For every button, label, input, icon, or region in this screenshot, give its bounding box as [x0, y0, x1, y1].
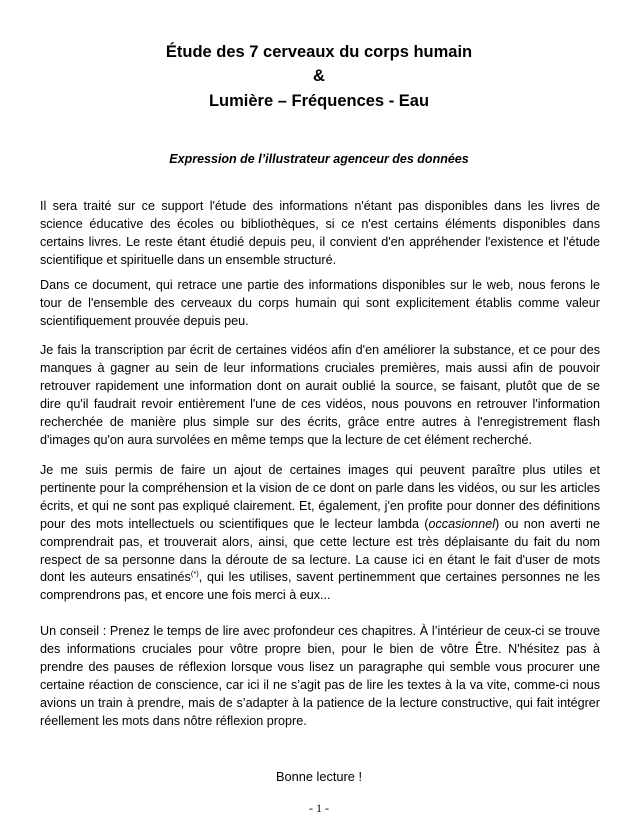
title-line-1: Étude des 7 cerveaux du corps humain [165, 43, 473, 61]
paragraph-text: Je fais la transcription par écrit de certaines vidéos afin d'en améliorer la substance, et ce pour des manques à gagner au sein de leur informations cruciales premières, mais aussi afin de pouvoir retrouver rapidement une information dont on aurait oublié la source, se faisant, plutôt que de se dire qu'il faudrait revoir entièrement l'une de ces vidéos, nous pouvons en retrouver l'information recherchée de manière plus simple sur des écrits, grâce entre autres à l'enregistrement flash d'images qu'on aura survolées en même temps que la lecture de cet élément recherché. [40, 343, 600, 447]
paragraph [40, 198, 600, 270]
paragraph-text: Dans ce document, qui retrace une partie des informations disponibles sur le web, nous ferons le tour de l'ensemble des cerveaux du corps humain qui sont explicitement établis comme valeur scientifiquement prouvée depuis peu. [40, 278, 600, 328]
paragraph [40, 623, 600, 730]
paragraph [40, 277, 600, 331]
subtitle: Expression de l’illustrateur agenceur des données [169, 152, 469, 166]
paragraph [40, 462, 600, 605]
paragraph-text: Un conseil : Prenez le temps de lire avec profondeur ces chapitres. À l’intérieur de ceux-ci se trouve des informations cruciales pour vôtre propre bien, pour le bien de vôtre Être. N'hésitez pas à prendre des pauses de réflexion lorsque vous lisez un paragraphe qui semble vous procurer une certaine réaction de conscience, car ici il ne s’agit pas de lire les textes à la va vite, comme-ci nous avions un train à prendre, mais de s’adapter à la patience de la lecture constructive, qui fait intégrer réellement les mots dans nôtre réflexion propre. [40, 624, 600, 728]
title-line-3: Lumière – Fréquences - Eau [208, 92, 430, 110]
closing-text: Bonne lecture ! [275, 769, 363, 784]
paragraph-text: , qui les utilises, savent pertinemment que certaines personnes ne les comprendrons pas, et encore une fois merci à eux... [40, 570, 600, 603]
page-number: - 1 - [309, 801, 329, 815]
footnote-marker: (*) [190, 569, 199, 579]
paragraph-text: Il sera traité sur ce support l'étude des informations n'étant pas disponibles dans les livres de science éducative des écoles ou bibliothèques, si ce n'est certains éléments disponibles dans certains livres. Le reste étant étudié depuis peu, il convient d'en appréhender l'existence et l'étude scientifique et spirituelle dans un ensemble structuré. [40, 199, 600, 267]
paragraph [40, 342, 600, 449]
title-line-2: & [313, 67, 325, 85]
italic-term: occasionnel [428, 516, 495, 531]
paragraph-text: ) ou non averti ne comprendrait pas, et trouverait alors, ainsi, que cette lecture est très déplaisante du fait du nom respect de sa personne dans la déroute de sa lecture. La cause ici en étant le fait d'user de mots dont les auteurs ensatinés [40, 516, 600, 585]
paragraph-text: Je me suis permis de faire un ajout de certaines images qui peuvent paraître plus utiles et pertinente pour la compréhension et la vision de ce dont on parle dans les vidéos, ou sur les articles écrits, et qui ne sont pas expliqué clairement. Et, également, j'en profite pour donner des définitions pour des mots intellectuels ou scientifiques que le lecteur lambda ( [40, 463, 600, 531]
